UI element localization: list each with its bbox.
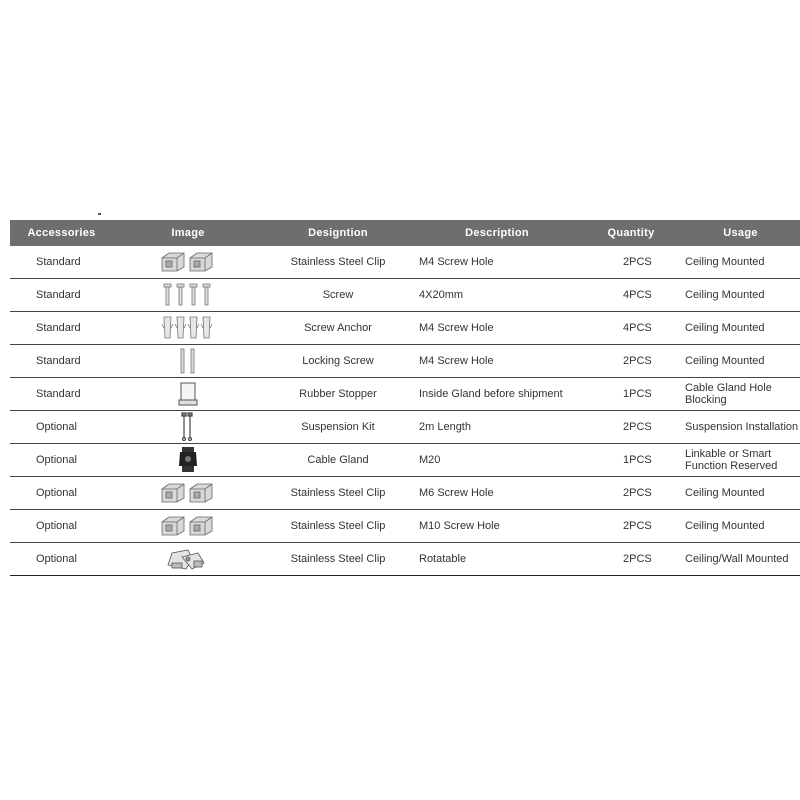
header-designation: Designtion — [263, 220, 413, 246]
usage: Ceiling Mounted — [681, 312, 800, 345]
rubber-stopper-icon — [113, 380, 263, 408]
quantity: 4PCS — [581, 312, 681, 345]
accessory-type: Optional — [10, 477, 113, 510]
usage: Ceiling Mounted — [681, 279, 800, 312]
accessory-image — [113, 477, 263, 510]
designation: Stainless Steel Clip — [263, 477, 413, 510]
accessory-image — [113, 510, 263, 543]
quantity: 2PCS — [581, 411, 681, 444]
usage: Ceiling/Wall Mounted — [681, 543, 800, 576]
table-header-row — [10, 220, 800, 246]
designation: Cable Gland — [263, 444, 413, 477]
quantity: 2PCS — [581, 345, 681, 378]
table-row — [10, 444, 800, 477]
designation: Stainless Steel Clip — [263, 510, 413, 543]
accessory-type: Standard — [10, 312, 113, 345]
stainless-steel-clip-icon — [113, 480, 263, 506]
designation: Screw Anchor — [263, 312, 413, 345]
stainless-steel-clip-icon — [113, 249, 263, 275]
stray-mark — [98, 213, 101, 215]
accessory-type: Optional — [10, 543, 113, 576]
quantity: 2PCS — [581, 543, 681, 576]
accessory-image — [113, 543, 263, 576]
accessory-image — [113, 279, 263, 312]
quantity: 1PCS — [581, 444, 681, 477]
usage: Suspension Installation — [681, 411, 800, 444]
table-row — [10, 510, 800, 543]
table-row — [10, 378, 800, 411]
cable-gland-icon — [113, 446, 263, 474]
accessories-table — [10, 220, 800, 576]
accessory-type: Optional — [10, 411, 113, 444]
stainless-steel-clip-icon — [113, 513, 263, 539]
accessory-type: Standard — [10, 378, 113, 411]
table-row — [10, 246, 800, 279]
rotatable-clip-icon — [113, 545, 263, 573]
header-accessories: Accessories — [10, 220, 113, 246]
usage: Linkable or Smart Function Reserved — [681, 444, 800, 477]
description: Rotatable — [413, 543, 581, 576]
accessory-image — [113, 312, 263, 345]
designation: Screw — [263, 279, 413, 312]
table-row — [10, 345, 800, 378]
description: M4 Screw Hole — [413, 345, 581, 378]
designation: Suspension Kit — [263, 411, 413, 444]
usage: Ceiling Mounted — [681, 510, 800, 543]
accessory-image — [113, 345, 263, 378]
accessory-type: Standard — [10, 345, 113, 378]
usage: Ceiling Mounted — [681, 477, 800, 510]
accessory-image — [113, 411, 263, 444]
screw-anchor-icon — [113, 314, 263, 342]
accessory-image — [113, 246, 263, 279]
description: M4 Screw Hole — [413, 312, 581, 345]
usage: Cable Gland Hole Blocking — [681, 378, 800, 411]
locking-screw-icon — [113, 347, 263, 375]
designation: Stainless Steel Clip — [263, 246, 413, 279]
table-row — [10, 543, 800, 576]
usage: Ceiling Mounted — [681, 345, 800, 378]
screw-icon — [113, 282, 263, 308]
accessory-image — [113, 444, 263, 477]
table-row — [10, 411, 800, 444]
accessory-type: Optional — [10, 510, 113, 543]
quantity: 2PCS — [581, 246, 681, 279]
accessory-image — [113, 378, 263, 411]
designation: Stainless Steel Clip — [263, 543, 413, 576]
accessory-type: Optional — [10, 444, 113, 477]
quantity: 4PCS — [581, 279, 681, 312]
table-row — [10, 312, 800, 345]
description: M20 — [413, 444, 581, 477]
designation: Rubber Stopper — [263, 378, 413, 411]
accessory-type: Standard — [10, 279, 113, 312]
usage: Ceiling Mounted — [681, 246, 800, 279]
header-description: Description — [413, 220, 581, 246]
quantity: 2PCS — [581, 510, 681, 543]
quantity: 1PCS — [581, 378, 681, 411]
description: 4X20mm — [413, 279, 581, 312]
description: M10 Screw Hole — [413, 510, 581, 543]
description: Inside Gland before shipment — [413, 378, 581, 411]
description: 2m Length — [413, 411, 581, 444]
header-quantity: Quantity — [581, 220, 681, 246]
description: M6 Screw Hole — [413, 477, 581, 510]
header-usage: Usage — [681, 220, 800, 246]
suspension-kit-icon — [113, 412, 263, 442]
designation: Locking Screw — [263, 345, 413, 378]
description: M4 Screw Hole — [413, 246, 581, 279]
quantity: 2PCS — [581, 477, 681, 510]
header-image: Image — [113, 220, 263, 246]
table-row — [10, 477, 800, 510]
accessory-type: Standard — [10, 246, 113, 279]
table-row — [10, 279, 800, 312]
